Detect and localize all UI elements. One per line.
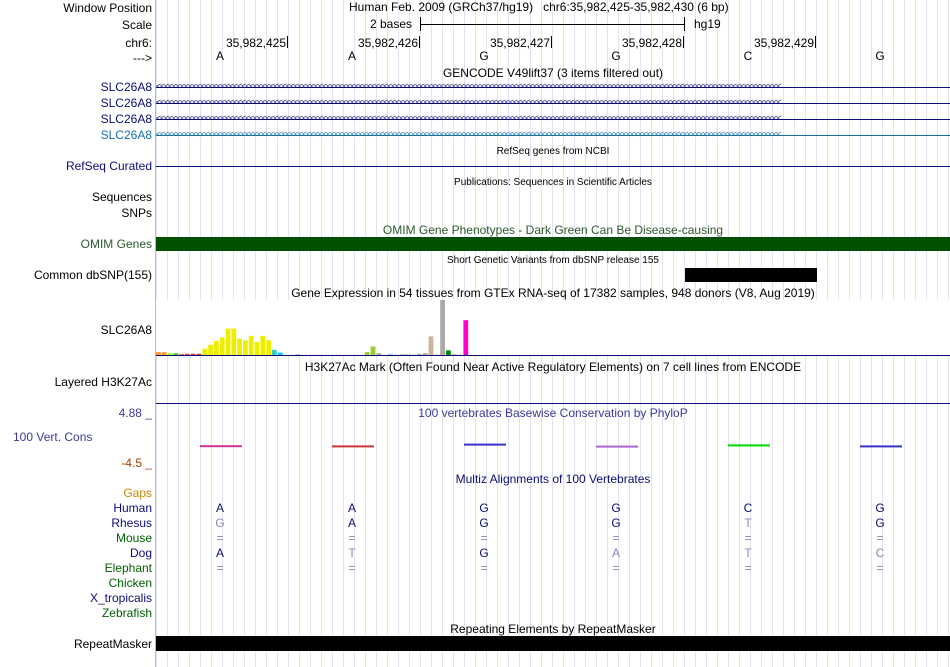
gtex-tissue-bar[interactable]	[429, 336, 434, 356]
sequences-label[interactable]: Sequences	[91, 190, 152, 204]
alignment-base: =	[612, 561, 620, 575]
coordinate-label: 35,982,426	[357, 36, 418, 50]
repeatmasker-title: Repeating Elements by RepeatMasker	[450, 622, 656, 636]
alignment-base: =	[348, 561, 356, 575]
ruler-base: G	[611, 49, 621, 63]
coordinate-tick	[419, 36, 420, 48]
gencode-strand-chevrons: <<<<<<<<<<<<<<<<<<<<<<<<<<<<<<<<<<<<<<<<<<<<<<<<<<<<<<<<<<<<<<<<<<<<<<<<<<<<<<<<<<<<<<<<<<<<<<<<<<<<<<<<<<<<<<<<<<<<<<<<<<<<<<<<<<<<<<<<<<<<<<<<<<<<<<<<<<	[156, 113, 781, 123]
species-label[interactable]: Zebrafish	[101, 606, 152, 620]
alignment-base: =	[216, 561, 224, 575]
h3k27ac-title: H3K27Ac Mark (Often Found Near Active Regulatory Elements) on 7 cell lines from ENCODE	[304, 360, 802, 374]
phylop-score-mark	[728, 444, 770, 446]
alignment-base: C	[875, 546, 885, 560]
gtex-tissue-bar[interactable]	[255, 342, 260, 356]
position-text: chr6:35,982,425-35,982,430 (6 bp)	[543, 0, 729, 14]
alignment-base: G	[611, 501, 621, 515]
gencode-strand-chevrons: <<<<<<<<<<<<<<<<<<<<<<<<<<<<<<<<<<<<<<<<<<<<<<<<<<<<<<<<<<<<<<<<<<<<<<<<<<<<<<<<<<<<<<<<<<<<<<<<<<<<<<<<<<<<<<<<<<<<<<<<<<<<<<<<<<<<<<<<<<<<<<<<<<<<<<<<<<	[156, 81, 781, 91]
gencode-track-label[interactable]: SLC26A8	[100, 128, 152, 142]
phylop-label[interactable]: 100 Vert. Cons	[13, 430, 93, 444]
alignment-base: G	[479, 546, 489, 560]
coordinate-label: 35,982,429	[753, 36, 814, 50]
ruler-base: A	[347, 49, 356, 63]
species-label[interactable]: X_tropicalis	[89, 591, 152, 605]
gtex-tissue-bar[interactable]	[220, 338, 225, 357]
gtex-chart-area[interactable]	[156, 300, 950, 356]
alignment-base: A	[347, 501, 356, 515]
gtex-tissue-bar[interactable]	[440, 300, 445, 356]
phylop-score-mark	[200, 445, 242, 447]
coordinate-tick	[815, 36, 816, 48]
alignment-base: =	[876, 561, 884, 575]
alignment-base: T	[744, 516, 752, 530]
h3k27ac-label[interactable]: Layered H3K27Ac	[54, 375, 152, 389]
alignment-base: G	[875, 501, 885, 515]
scale-bar-right-tick	[684, 17, 685, 31]
alignment-base: T	[348, 546, 356, 560]
scale-label: Scale	[121, 18, 152, 32]
scale-text: 2 bases	[370, 17, 413, 31]
gtex-title: Gene Expression in 54 tissues from GTEx RNA-seq of 17382 samples, 948 donors (V8, Aug 2019)	[291, 286, 815, 300]
alignment-base: =	[480, 531, 488, 545]
multiz-title: Multiz Alignments of 100 Vertebrates	[455, 472, 651, 486]
alignment-base: A	[611, 546, 620, 560]
alignment-base: A	[347, 516, 356, 530]
coordinate-tick	[683, 36, 684, 48]
species-label[interactable]: Human	[113, 501, 152, 515]
coordinate-label: 35,982,427	[489, 36, 550, 50]
ruler-base: G	[479, 49, 489, 63]
species-label[interactable]: Rhesus	[111, 516, 152, 530]
alignment-base: =	[612, 531, 620, 545]
gencode-track-label[interactable]: SLC26A8	[100, 96, 152, 110]
ruler-base: G	[875, 49, 885, 63]
coordinate-label: 35,982,425	[225, 36, 286, 50]
gtex-tissue-bar[interactable]	[237, 339, 242, 356]
phylop-score-mark	[860, 445, 902, 447]
alignment-base: T	[744, 546, 752, 560]
dbsnp-variant-block[interactable]	[685, 268, 817, 282]
phylop-plot[interactable]	[156, 420, 950, 470]
phylop-min: -4.5 _	[121, 456, 152, 470]
alignment-base: =	[876, 531, 884, 545]
phylop-score-mark	[464, 444, 506, 446]
phylop-max: 4.88 _	[118, 406, 152, 420]
gencode-track-label[interactable]: SLC26A8	[100, 112, 152, 126]
phylop-title: 100 vertebrates Basewise Conservation by PhyloP	[418, 406, 688, 420]
dbsnp-title: Short Genetic Variants from dbSNP release 155	[447, 255, 659, 266]
h3k27ac-baseline	[156, 403, 950, 404]
omim-label[interactable]: OMIM Genes	[80, 237, 152, 251]
refseq-track-line	[156, 166, 950, 167]
species-label[interactable]: Chicken	[108, 576, 152, 590]
gencode-strand-chevrons: <<<<<<<<<<<<<<<<<<<<<<<<<<<<<<<<<<<<<<<<<<<<<<<<<<<<<<<<<<<<<<<<<<<<<<<<<<<<<<<<<<<<<<<<<<<<<<<<<<<<<<<<<<<<<<<<<<<<<<<<<<<<<<<<<<<<<<<<<<<<<<<<<<<<<<<<<<	[156, 129, 781, 139]
omim-gene-bar[interactable]	[156, 237, 950, 251]
alignment-base: G	[479, 501, 489, 515]
gtex-baseline	[156, 355, 950, 356]
coordinate-label: 35,982,428	[621, 36, 682, 50]
window-position-label: Window Position	[63, 1, 152, 15]
alignment-base: =	[744, 531, 752, 545]
gtex-tissue-bar[interactable]	[266, 340, 271, 356]
phylop-score-mark	[596, 446, 638, 448]
coordinate-tick	[287, 36, 288, 48]
phylop-score-mark	[332, 445, 374, 447]
gtex-bar-chart	[156, 300, 950, 356]
scale-bar	[420, 24, 684, 25]
chr-label: chr6:	[125, 36, 152, 50]
alignment-base: =	[216, 531, 224, 545]
omim-title: OMIM Gene Phenotypes - Dark Green Can Be Disease-causing	[382, 223, 724, 237]
ruler-base: C	[743, 49, 753, 63]
gtex-tissue-bar[interactable]	[260, 336, 265, 356]
species-label[interactable]: Elephant	[104, 561, 152, 575]
alignment-base: =	[480, 561, 488, 575]
alignment-base: =	[348, 531, 356, 545]
alignment-base: C	[743, 501, 753, 515]
alignment-base: G	[611, 516, 621, 530]
scale-assembly: hg19	[694, 17, 721, 31]
ruler-base: A	[215, 49, 224, 63]
assembly-position-title	[349, 0, 729, 14]
gtex-tissue-bar[interactable]	[243, 340, 248, 356]
gencode-track-label[interactable]: SLC26A8	[100, 80, 152, 94]
gtex-tissue-bar[interactable]	[214, 341, 219, 356]
alignment-base: G	[875, 516, 885, 530]
alignment-base: A	[215, 546, 224, 560]
repeatmasker-block[interactable]	[156, 636, 950, 651]
gtex-tissue-bar[interactable]	[231, 329, 236, 356]
alignment-base: G	[479, 516, 489, 530]
gencode-strand-chevrons: <<<<<<<<<<<<<<<<<<<<<<<<<<<<<<<<<<<<<<<<<<<<<<<<<<<<<<<<<<<<<<<<<<<<<<<<<<<<<<<<<<<<<<<<<<<<<<<<<<<<<<<<<<<<<<<<<<<<<<<<<<<<<<<<<<<<<<<<<<<<<<<<<<<<<<<<<<	[156, 97, 781, 107]
publications-title: Publications: Sequences in Scientific Articles	[454, 177, 652, 188]
refseq-label[interactable]: RefSeq Curated	[65, 159, 152, 173]
gencode-title: GENCODE V49lift37 (3 items filtered out)	[442, 66, 664, 80]
species-label[interactable]: Dog	[129, 546, 152, 560]
repeatmasker-label[interactable]: RepeatMasker	[73, 637, 152, 651]
coordinate-tick	[551, 36, 552, 48]
alignment-base: G	[215, 516, 225, 530]
assembly-title: Human Feb. 2009 (GRCh37/hg19)	[349, 0, 534, 14]
gtex-tissue-bar[interactable]	[226, 329, 231, 356]
refseq-title: RefSeq genes from NCBI	[496, 146, 610, 157]
alignment-base: =	[744, 561, 752, 575]
gtex-tissue-bar[interactable]	[463, 320, 468, 356]
strand-label: --->	[133, 51, 152, 65]
dbsnp-label[interactable]: Common dbSNP(155)	[33, 268, 152, 282]
snps-label[interactable]: SNPs	[121, 206, 152, 220]
gtex-tissue-bar[interactable]	[249, 336, 254, 356]
species-label[interactable]: Mouse	[115, 531, 152, 545]
gtex-label[interactable]: SLC26A8	[100, 323, 152, 337]
alignment-base: A	[215, 501, 224, 515]
gaps-label[interactable]: Gaps	[123, 486, 152, 500]
